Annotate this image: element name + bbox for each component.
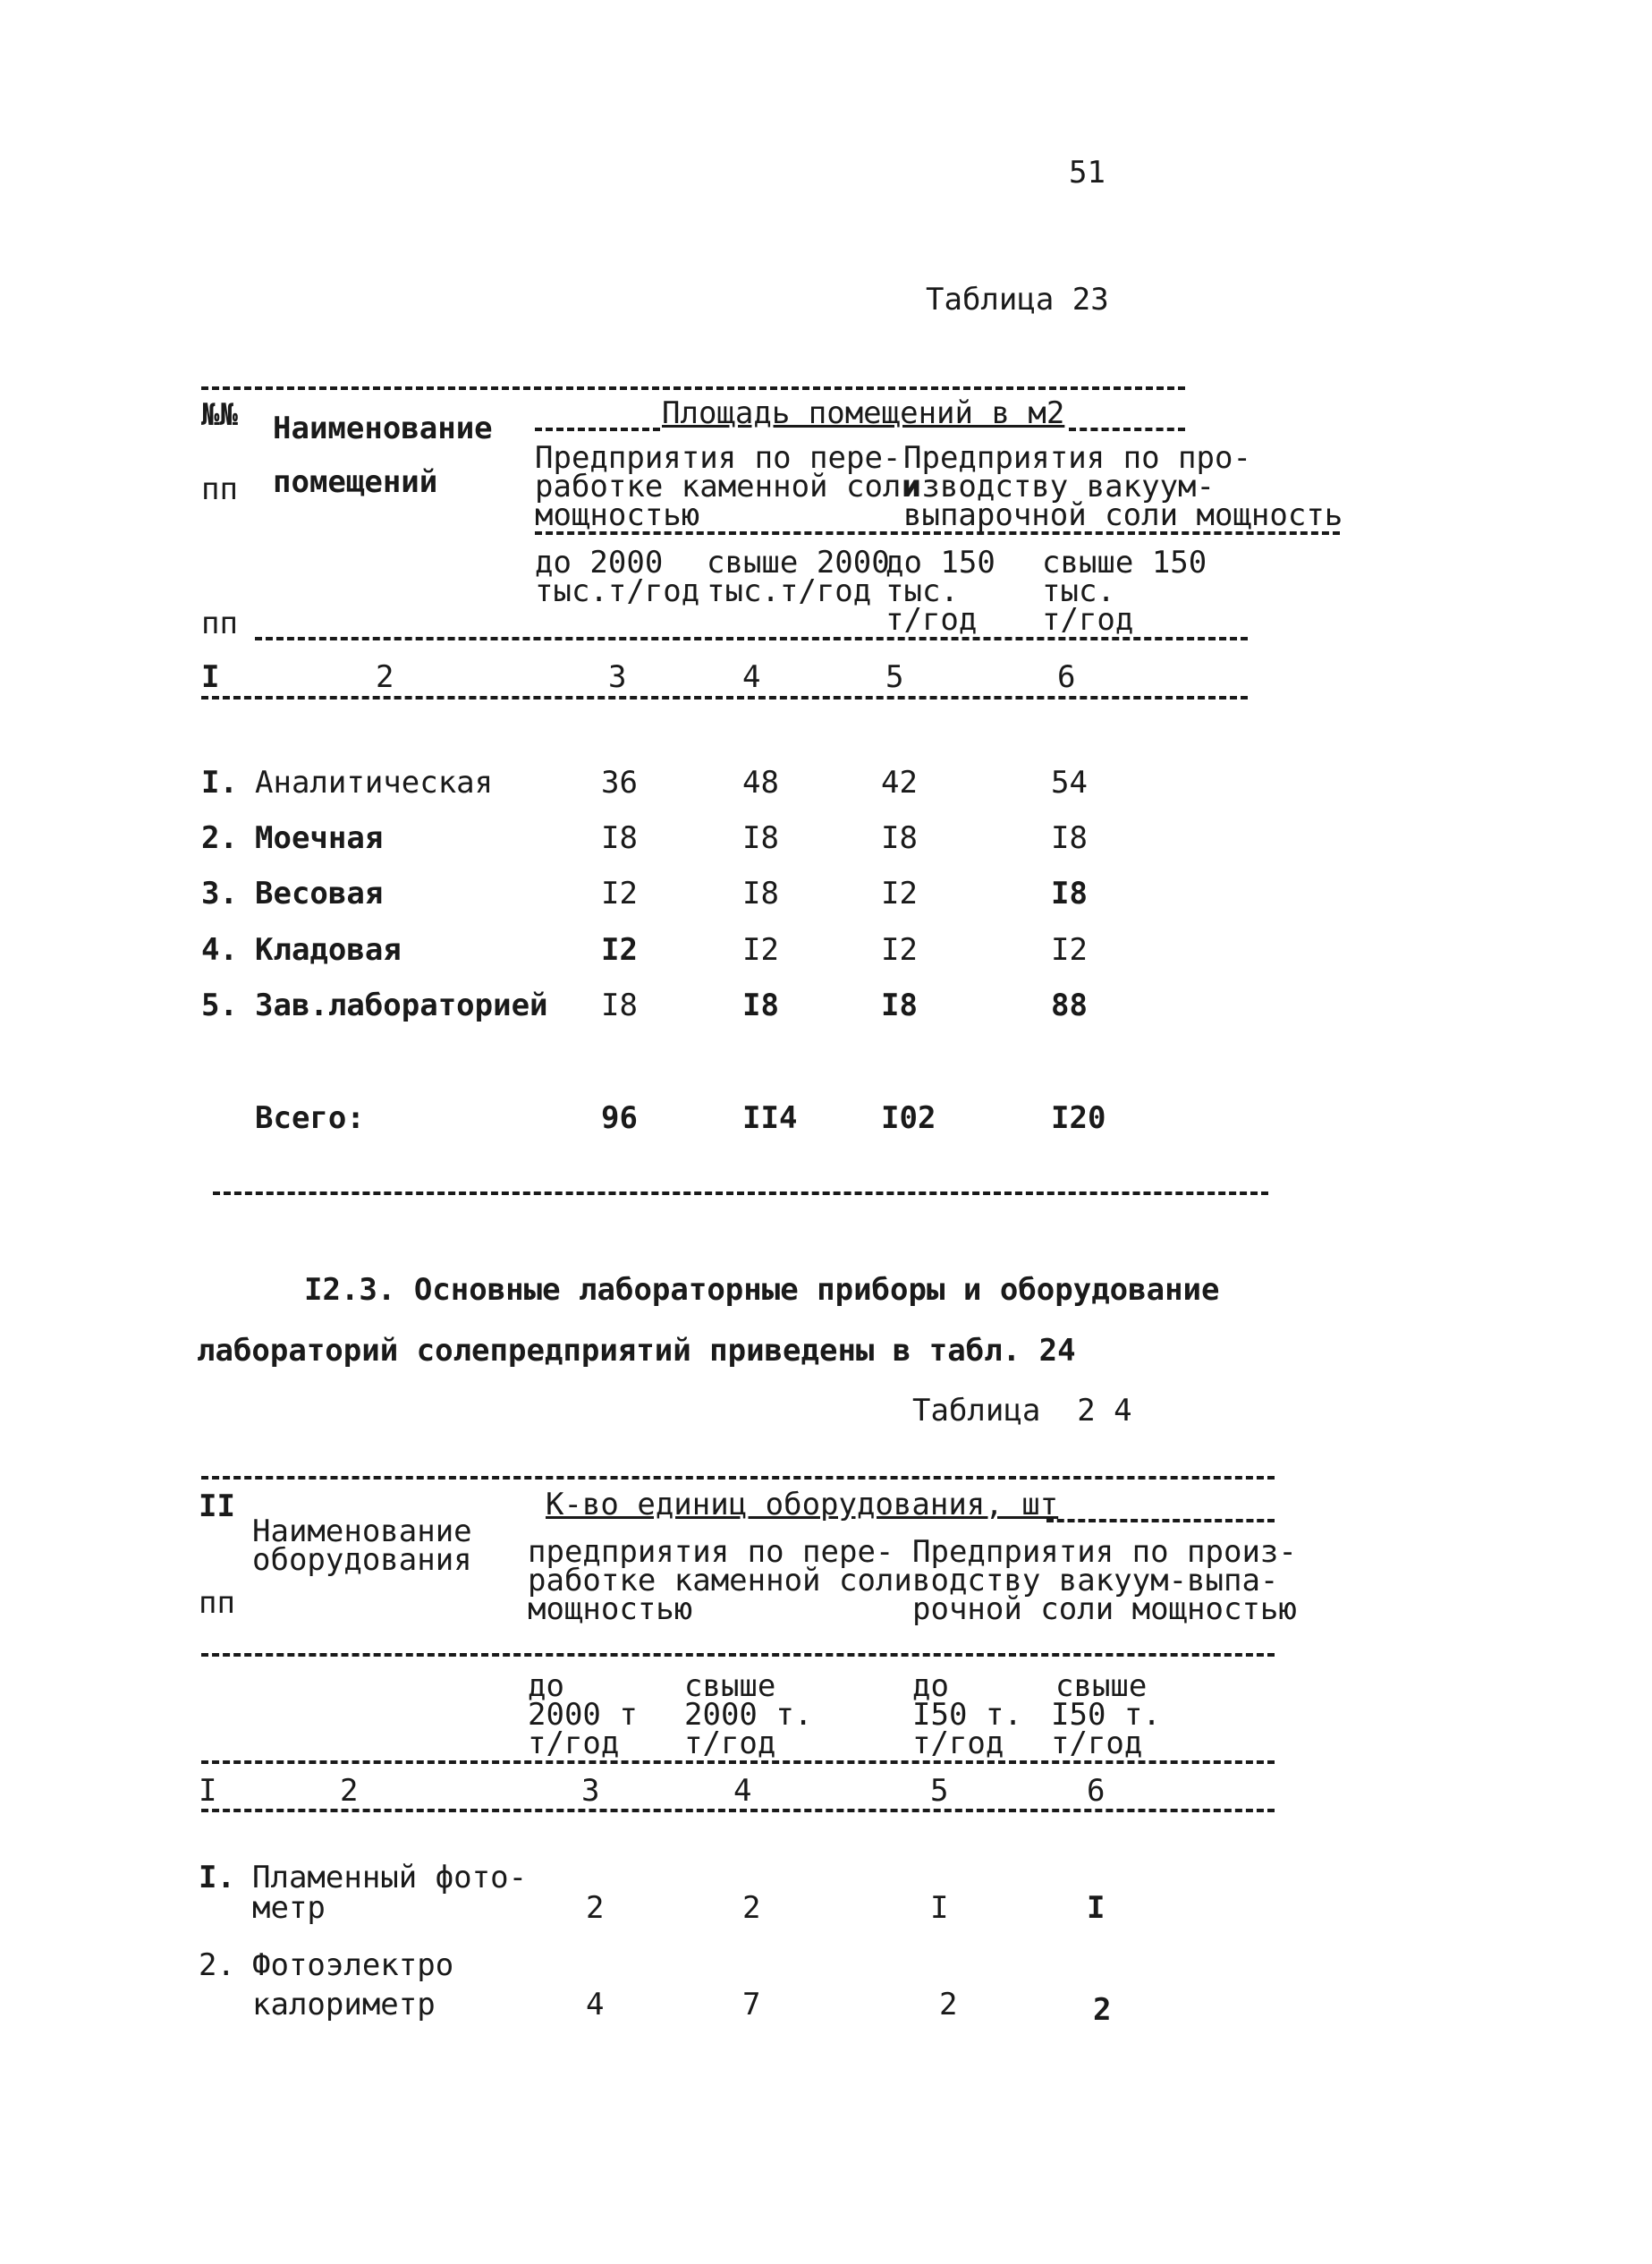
table24-sub5-line2: I50 т. bbox=[912, 1697, 1022, 1733]
row-value-col3: I8 bbox=[601, 988, 638, 1023]
row-value-col4: 7 bbox=[742, 1987, 761, 2022]
table23-index-3: 3 bbox=[608, 659, 627, 695]
paragraph-line-2: лабораторий солепредприятий приведены в табл. 24 bbox=[197, 1333, 1076, 1369]
row-value-col5: I2 bbox=[881, 876, 918, 912]
table23-group-rule bbox=[535, 531, 1340, 535]
row-number: 2. bbox=[199, 1947, 235, 1983]
row-value-col4: I8 bbox=[742, 876, 779, 912]
table24-sub5-line3: т/год bbox=[912, 1726, 1004, 1761]
table23-group2-line3: выпарочной соли мощность bbox=[903, 497, 1343, 533]
table24-group2-line2: водству вакуум-выпа- bbox=[912, 1563, 1279, 1598]
table24-sub6-line1: свыше bbox=[1055, 1668, 1148, 1704]
table24-num-label: II bbox=[199, 1488, 235, 1524]
table23-area-rule-right bbox=[1069, 428, 1185, 431]
table24-group1-line2: работке каменной соли bbox=[528, 1563, 912, 1598]
row-number: 4. bbox=[201, 932, 238, 968]
table23-top-rule bbox=[201, 386, 1185, 390]
row-value-col4: I8 bbox=[742, 988, 779, 1023]
table23-sub6-line2: тыс. bbox=[1042, 573, 1115, 609]
table23-index-5: 5 bbox=[885, 659, 904, 695]
total-col3: 96 bbox=[601, 1100, 638, 1136]
row-value-col5: 42 bbox=[881, 765, 918, 801]
table23-sub5-line2: тыс. bbox=[885, 573, 959, 609]
row-value-col3: 4 bbox=[586, 1987, 605, 2022]
table24-sub3-line1: до bbox=[528, 1668, 564, 1704]
paragraph-line-1: I2.3. Основные лабораторные приборы и оборудование bbox=[304, 1272, 1220, 1308]
total-label: Всего: bbox=[255, 1100, 365, 1136]
table24-header-rule bbox=[201, 1760, 1275, 1764]
table23-caption: Таблица 23 bbox=[926, 282, 1109, 318]
table24-caption: Таблица 2 4 bbox=[912, 1393, 1132, 1429]
table24-name-label: Наименование bbox=[252, 1514, 472, 1549]
table24-qty-rule-right bbox=[1046, 1519, 1275, 1522]
table23-name-label: Наименование bbox=[273, 411, 493, 446]
table24-group2-line1: Предприятия по произ- bbox=[912, 1534, 1297, 1570]
table23-sub3-line1: до 2000 bbox=[535, 545, 664, 581]
row-name-line-2: метр bbox=[252, 1890, 326, 1926]
row-value-col4: I8 bbox=[742, 820, 779, 856]
row-value-col5: I8 bbox=[881, 988, 918, 1023]
row-value-col4: 48 bbox=[742, 765, 779, 801]
total-col5: I02 bbox=[881, 1100, 936, 1136]
total-col4: II4 bbox=[742, 1100, 798, 1136]
row-number: 5. bbox=[201, 988, 238, 1023]
row-value-col3: 36 bbox=[601, 765, 638, 801]
row-value-col3: I2 bbox=[601, 932, 638, 968]
table24-top-rule bbox=[201, 1476, 1275, 1480]
table24-group-rule bbox=[201, 1653, 1275, 1657]
table24-num-label-2: пп bbox=[199, 1585, 235, 1621]
table23-index-2: 2 bbox=[376, 659, 394, 695]
row-value-col5: I2 bbox=[881, 932, 918, 968]
table24-index-1: I bbox=[199, 1773, 217, 1809]
table23-area-rule-left bbox=[535, 428, 660, 431]
table24-sub4-line2: 2000 т. bbox=[684, 1697, 813, 1733]
table23-sub4-line1: свыше 2000 bbox=[707, 545, 890, 581]
table23-bottom-rule bbox=[213, 1191, 1268, 1195]
row-value-col6: 88 bbox=[1051, 988, 1088, 1023]
row-name: Весовая bbox=[255, 876, 384, 912]
total-col6: I20 bbox=[1051, 1100, 1106, 1136]
table24-qty-header: К-во единиц оборудования, шт bbox=[546, 1487, 1059, 1522]
table23-index-6: 6 bbox=[1057, 659, 1076, 695]
table23-num-label: №№ bbox=[201, 397, 238, 433]
row-value-col6: 54 bbox=[1051, 765, 1088, 801]
table23-name-label-2: помещений bbox=[273, 464, 438, 500]
row-number: I. bbox=[199, 1860, 235, 1895]
table24-group1-line1: предприятия по пере- bbox=[528, 1534, 894, 1570]
table24-name-label-2: оборудования bbox=[252, 1542, 472, 1578]
table23-area-header: Площадь помещений в м2 bbox=[662, 395, 1065, 431]
table24-index-2: 2 bbox=[340, 1773, 359, 1809]
row-value-col5: I bbox=[930, 1890, 949, 1926]
row-name: Аналитическая bbox=[255, 765, 494, 801]
table23-sub5-line1: до 150 bbox=[885, 545, 995, 581]
table23-group1-line2: работке каменной соли bbox=[535, 469, 919, 505]
row-value-col6: I2 bbox=[1051, 932, 1088, 968]
table24-group2-line3: рочной соли мощностью bbox=[912, 1591, 1297, 1627]
table24-sub3-line2: 2000 т bbox=[528, 1697, 638, 1733]
table24-index-rule bbox=[201, 1809, 1275, 1812]
table23-sub5-line3: т/год bbox=[885, 602, 978, 638]
row-value-col3: I8 bbox=[601, 820, 638, 856]
table23-group2-line1: Предприятия по про- bbox=[903, 440, 1251, 476]
table24-sub6-line2: I50 т. bbox=[1051, 1697, 1161, 1733]
table23-sub3-line2: тыс.т/год bbox=[535, 573, 700, 609]
table23-index-rule bbox=[201, 696, 1248, 700]
row-value-col3: I2 bbox=[601, 876, 638, 912]
table23-index-4: 4 bbox=[742, 659, 761, 695]
table23-num-label-3: пп bbox=[201, 606, 238, 641]
table24-index-5: 5 bbox=[930, 1773, 949, 1809]
table24-sub3-line3: т/год bbox=[528, 1726, 620, 1761]
table23-sub4-line2: тыс.т/год bbox=[707, 573, 872, 609]
row-value-col6: I bbox=[1087, 1890, 1106, 1926]
row-number: 2. bbox=[201, 820, 238, 856]
row-name-line-1: Фотоэлектро bbox=[252, 1947, 454, 1983]
page-number: 51 bbox=[1069, 155, 1106, 191]
row-value-col5: 2 bbox=[939, 1987, 958, 2022]
row-value-col6: 2 bbox=[1093, 1992, 1112, 2028]
row-name-line-2: калориметр bbox=[252, 1987, 436, 2022]
table24-sub6-line3: т/год bbox=[1051, 1726, 1143, 1761]
table23-group2-line2: изводству вакуум- bbox=[903, 469, 1215, 505]
row-number: 3. bbox=[201, 876, 238, 912]
table23-index-1: I bbox=[201, 659, 220, 695]
row-name: Зав.лабораторией bbox=[255, 988, 548, 1023]
table24-sub5-line1: до bbox=[912, 1668, 949, 1704]
row-value-col4: I2 bbox=[742, 932, 779, 968]
table24-sub4-line1: свыше bbox=[684, 1668, 776, 1704]
table23-sub6-line1: свыше 150 bbox=[1042, 545, 1207, 581]
row-value-col3: 2 bbox=[586, 1890, 605, 1926]
table24-sub4-line3: т/год bbox=[684, 1726, 776, 1761]
row-value-col6: I8 bbox=[1051, 820, 1088, 856]
table24-group1-line3: мощностью bbox=[528, 1591, 693, 1627]
table23-header-rule bbox=[255, 637, 1248, 640]
row-name: Кладовая bbox=[255, 932, 402, 968]
table23-group1-line1: Предприятия по пере- bbox=[535, 440, 902, 476]
table24-index-6: 6 bbox=[1087, 1773, 1106, 1809]
row-value-col5: I8 bbox=[881, 820, 918, 856]
table24-index-3: 3 bbox=[581, 1773, 600, 1809]
row-value-col4: 2 bbox=[742, 1890, 761, 1926]
table23-sub6-line3: т/год bbox=[1042, 602, 1134, 638]
table23-group1-line3: мощностью bbox=[535, 497, 700, 533]
table24-index-4: 4 bbox=[733, 1773, 752, 1809]
table23-num-label-2: пп bbox=[201, 471, 238, 507]
row-name-line-1: Пламенный фото- bbox=[252, 1860, 528, 1895]
row-number: I. bbox=[201, 765, 238, 801]
row-name: Моечная bbox=[255, 820, 384, 856]
row-value-col6: I8 bbox=[1051, 876, 1088, 912]
